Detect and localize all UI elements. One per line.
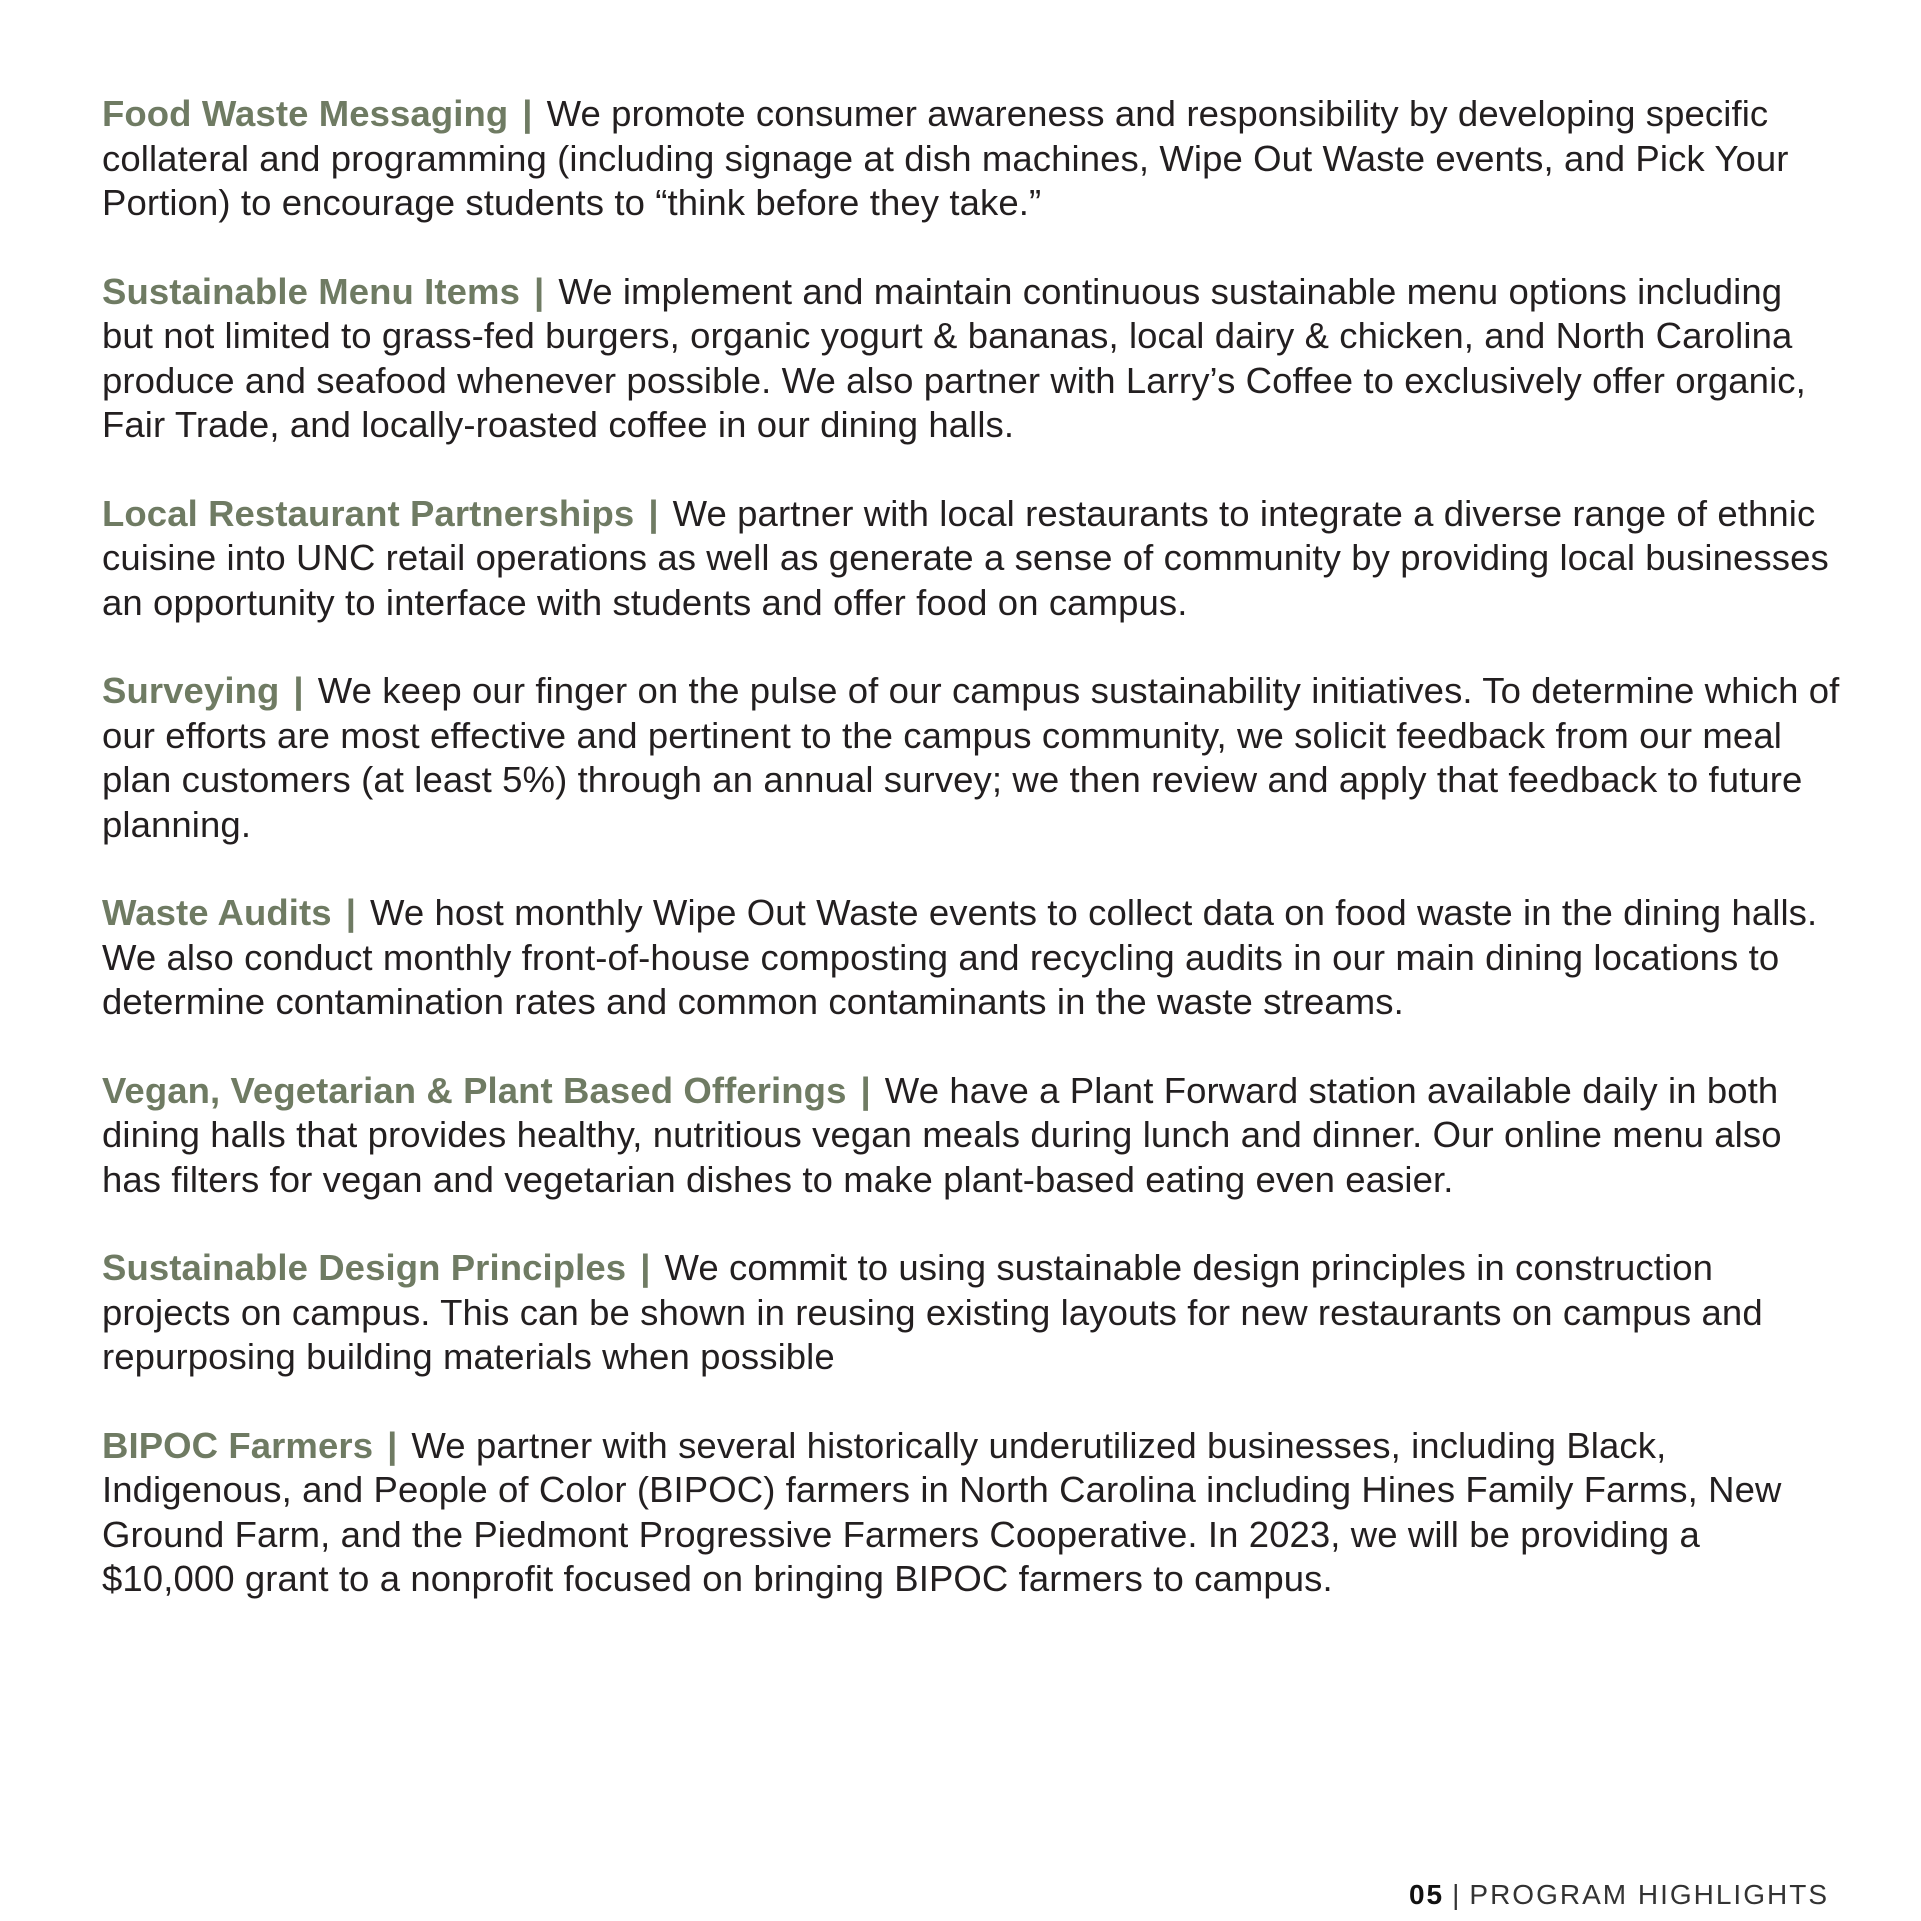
- section-text: We implement and maintain continuous sustainable menu options including but not limited to grass-fed burgers, organic yogurt & bananas, local dairy & chicken, and North Carolina produce and seafood whenever possible. We also partner with Larry’s Coffee to exclusively offer organic, Fair Trade, and locally-roasted coffee in our dining halls.: [102, 270, 1806, 445]
- footer-separator: |: [1452, 1879, 1462, 1910]
- page-footer: [1409, 1878, 1829, 1912]
- heading-separator: |: [860, 1069, 871, 1111]
- page-number: 05: [1408, 1879, 1445, 1910]
- section-heading: Waste Audits: [102, 892, 332, 933]
- section-text: We have a Plant Forward station available daily in both dining halls that provides healthy, nutritious vegan meals during lunch and dinner. Our online menu also has filters for vegan and vegetarian dishes to make plant-based eating even easier.: [102, 1069, 1782, 1200]
- section-surveying: [102, 669, 1842, 847]
- heading-separator: |: [293, 670, 304, 711]
- heading-separator: |: [648, 492, 659, 534]
- section-heading: Vegan, Vegetarian & Plant Based Offerings: [102, 1069, 847, 1111]
- footer-section-title: PROGRAM HIGHLIGHTS: [1469, 1879, 1829, 1910]
- section-waste-audits: [102, 891, 1842, 1025]
- section-text: We partner with several historically underutilized businesses, including Black, Indigenous, and People of Color (BIPOC) farmers in North Carolina including Hines Family Farms, New Ground Farm, and the Piedmont Progressive Farmers Cooperative. In 2023, we will be providing a $10,000 grant to a nonprofit focused on bringing BIPOC farmers to campus.: [102, 1424, 1782, 1599]
- section-text: We keep our finger on the pulse of our campus sustainability initiatives. To determine which of our efforts are most effective and pertinent to the campus community, we solicit feedback from our meal plan customers (at least 5%) through an annual survey; we then review and apply that feedback to future planning.: [102, 670, 1840, 845]
- document-body: [102, 92, 1842, 1646]
- section-plant-based-offerings: [102, 1069, 1842, 1203]
- heading-separator: |: [534, 270, 545, 312]
- section-heading: BIPOC Farmers: [102, 1424, 374, 1466]
- heading-separator: |: [640, 1247, 651, 1288]
- section-heading: Sustainable Design Principles: [102, 1247, 627, 1288]
- section-sustainable-design-principles: [102, 1246, 1842, 1380]
- section-heading: Food Waste Messaging: [102, 93, 509, 134]
- heading-separator: |: [522, 93, 533, 134]
- section-heading: Surveying: [102, 670, 280, 711]
- section-heading: Sustainable Menu Items: [102, 270, 520, 312]
- heading-separator: |: [387, 1424, 398, 1466]
- section-food-waste-messaging: [102, 92, 1842, 226]
- section-local-restaurant-partnerships: [102, 492, 1842, 626]
- section-text: We commit to using sustainable design principles in construction projects on campus. This can be shown in reusing existing layouts for new restaurants on campus and repurposing building materials when possible: [102, 1247, 1763, 1377]
- heading-separator: |: [345, 892, 356, 933]
- section-bipoc-farmers: [102, 1424, 1842, 1602]
- section-heading: Local Restaurant Partnerships: [102, 492, 635, 534]
- section-text: We promote consumer awareness and responsibility by developing specific collateral and programming (including signage at dish machines, Wipe Out Waste events, and Pick Your Portion) to encourage students to “think before they take.”: [102, 93, 1789, 223]
- section-sustainable-menu-items: [102, 270, 1842, 448]
- section-text: We partner with local restaurants to integrate a diverse range of ethnic cuisine into UNC retail operations as well as generate a sense of community by providing local businesses an opportunity to interface with students and offer food on campus.: [102, 492, 1829, 623]
- section-text: We host monthly Wipe Out Waste events to collect data on food waste in the dining halls. We also conduct monthly front-of-house composting and recycling audits in our main dining locations to determine contamination rates and common contaminants in the waste streams.: [102, 892, 1818, 1022]
